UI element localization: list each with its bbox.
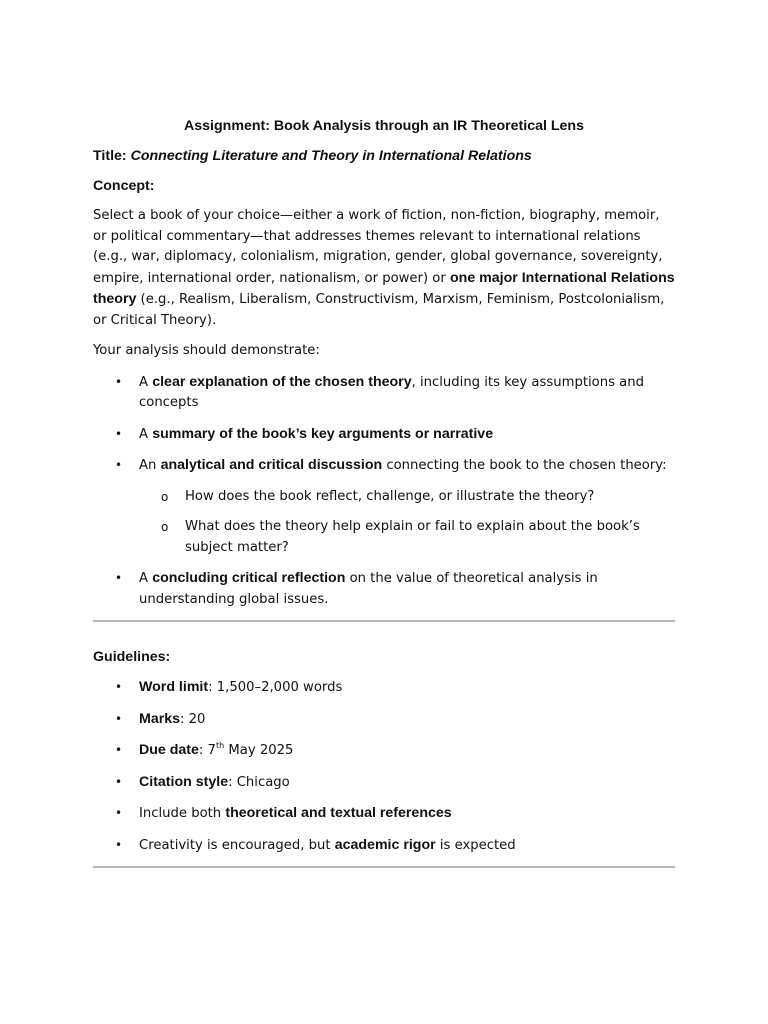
guidelines-label: Guidelines:	[93, 649, 171, 665]
sub-list	[139, 487, 675, 559]
item-text: on the value of theoretical analysis in understanding global issues.	[139, 571, 598, 607]
list-item	[93, 568, 675, 610]
item-text: connecting the book to the chosen theory:	[382, 458, 667, 473]
citation-label: Citation style	[139, 773, 229, 790]
item-text: A	[139, 426, 153, 442]
bullet-icon: •	[115, 426, 123, 441]
list-item	[93, 424, 675, 446]
title-line	[93, 146, 675, 166]
item-text: A	[139, 571, 153, 586]
item-text: A	[139, 374, 153, 390]
concept-text-part2: (e.g., Realism, Liberalism, Constructivism, Marxism, Feminism, Postcolonialism, or Critical Theory).	[93, 292, 665, 328]
item-text: , including its key assumptions and concepts	[139, 374, 644, 410]
creativity-text-end: is expected	[435, 837, 516, 853]
concept-label: Concept:	[93, 178, 155, 194]
bullet-icon: •	[115, 374, 123, 389]
references-bold-text: theoretical and textual references	[225, 805, 452, 821]
sub-item-text: How does the book reflect, challenge, or illustrate the theory?	[185, 488, 595, 504]
item-text: An	[139, 458, 161, 473]
list-item	[93, 372, 675, 414]
word-limit-label: Word limit	[139, 679, 209, 695]
references-text: Include both	[139, 806, 226, 821]
horizontal-divider	[93, 620, 675, 622]
list-item	[93, 677, 675, 699]
guidelines-list	[93, 677, 675, 856]
creativity-bold-text: academic rigor	[334, 836, 436, 853]
title-label: Title:	[93, 148, 131, 164]
list-item	[93, 709, 675, 731]
creativity-text: Creativity is encouraged, but	[139, 837, 335, 853]
marks-label: Marks	[139, 710, 181, 727]
sub-item-text: What does the theory help explain or fail to explain about the book’s subject matter?	[185, 519, 640, 555]
bullet-icon: •	[115, 458, 123, 472]
item-bold-text: summary of the book’s key arguments or narrative	[152, 425, 494, 442]
circle-bullet-icon: o	[161, 520, 169, 534]
document-body	[93, 116, 675, 868]
item-bold-text: concluding critical reflection	[152, 570, 346, 586]
bullet-icon: •	[115, 743, 123, 757]
concept-paragraph	[93, 206, 675, 331]
document-heading: Assignment: Book Analysis through an IR Theoretical Lens	[184, 118, 584, 134]
item-bold-text: analytical and critical discussion	[160, 457, 383, 473]
due-date-label: Due date	[139, 742, 199, 758]
bullet-icon: •	[115, 680, 123, 694]
list-item	[93, 455, 675, 558]
due-date-ordinal: th	[215, 741, 225, 750]
list-item	[93, 835, 675, 857]
marks-value: : 20	[180, 711, 206, 727]
bullet-icon: •	[115, 571, 123, 585]
concept-text-part1: Select a book of your choice—either a work of fiction, non-fiction, biography, memoir, or political commentary—that addresses themes relevant to international relations (e.g., war, diplomacy, colonialism, migration, gender, global governance, sovereignty, empire, international order, nationalism, or power) or	[93, 208, 663, 286]
circle-bullet-icon: o	[161, 489, 169, 504]
due-date-month-year: May 2025	[224, 743, 294, 758]
analysis-intro: Your analysis should demonstrate:	[93, 343, 320, 358]
analysis-list	[93, 372, 675, 611]
word-limit-value: : 1,500–2,000 words	[208, 680, 343, 695]
bullet-icon: •	[115, 806, 123, 820]
sub-list-item	[139, 517, 675, 558]
list-item	[93, 772, 675, 794]
horizontal-divider	[93, 866, 675, 868]
item-bold-text: clear explanation of the chosen theory	[152, 373, 412, 390]
bullet-icon: •	[115, 837, 123, 852]
list-item	[93, 740, 675, 762]
concept-text-bold: one major International Relations theory	[93, 269, 675, 307]
sub-list-item	[139, 487, 675, 508]
bullet-icon: •	[115, 711, 123, 726]
bullet-icon: •	[115, 774, 123, 789]
title-value: Connecting Literature and Theory in International Relations	[130, 148, 532, 164]
list-item	[93, 803, 675, 825]
due-date-value: : 7	[198, 743, 216, 758]
citation-value: : Chicago	[228, 774, 290, 790]
